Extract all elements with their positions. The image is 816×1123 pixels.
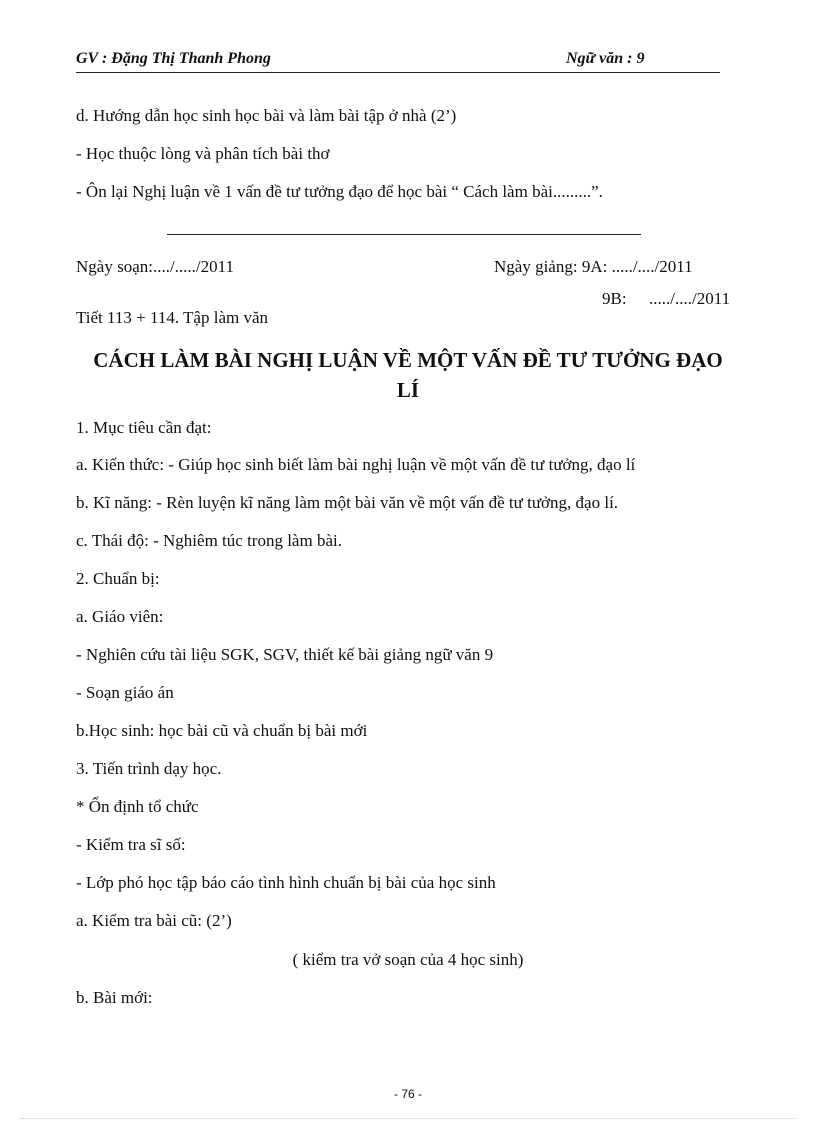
header-author: GV : Đặng Thị Thanh Phong bbox=[76, 50, 271, 67]
homework-item: - Học thuộc lòng và phân tích bài thơ bbox=[76, 144, 330, 163]
goal-attitude: c. Thái độ: - Nghiêm túc trong làm bài. bbox=[76, 531, 342, 550]
process-stabilize: * Ổn định tổ chức bbox=[76, 797, 199, 816]
header-subject: Ngữ văn : 9 bbox=[566, 50, 645, 67]
page-bottom-border bbox=[20, 1118, 796, 1119]
page-number: - 76 - bbox=[393, 1087, 422, 1101]
process-new-lesson: b. Bài mới: bbox=[76, 988, 153, 1007]
date-teach-9b-label: 9B: bbox=[602, 289, 627, 308]
prep-student: b.Học sinh: học bài cũ và chuẩn bị bài mới bbox=[76, 721, 368, 740]
date-teach-9a: Ngày giảng: 9A: ...../..../2011 bbox=[494, 257, 693, 276]
process-heading: 3. Tiến trình dạy học. bbox=[76, 759, 222, 778]
prep-teacher-item: - Soạn giáo án bbox=[76, 683, 174, 702]
goal-knowledge: a. Kiến thức: - Giúp học sinh biết làm bài nghị luận về một vấn đề tư tưởng, đạo lí bbox=[76, 455, 636, 474]
goals-heading: 1. Mục tiêu cần đạt: bbox=[76, 418, 212, 437]
lesson-title-line2: LÍ bbox=[396, 378, 420, 402]
process-old-lesson: a. Kiểm tra bài cũ: (2’) bbox=[76, 911, 232, 930]
homework-item: - Ôn lại Nghị luận về 1 vấn đề tư tưởng đạo để học bài “ Cách làm bài.........”. bbox=[76, 182, 603, 201]
lesson-period: Tiết 113 + 114. Tập làm văn bbox=[76, 308, 269, 327]
homework-heading: d. Hướng dẫn học sinh học bài và làm bài tập ở nhà (2’) bbox=[76, 106, 457, 125]
prep-teacher: a. Giáo viên: bbox=[76, 607, 164, 626]
prep-heading: 2. Chuẩn bị: bbox=[76, 569, 160, 588]
process-old-lesson-note: ( kiểm tra vở soạn của 4 học sinh) bbox=[292, 950, 524, 969]
date-prepare: Ngày soạn:..../...../2011 bbox=[76, 257, 235, 276]
lesson-title-line1: CÁCH LÀM BÀI NGHỊ LUẬN VỀ MỘT VẤN ĐỀ TƯ TƯỞNG ĐẠO bbox=[93, 348, 723, 372]
process-report: - Lớp phó học tập báo cáo tình hình chuẩn bị bài của học sinh bbox=[76, 873, 496, 892]
process-check-count: - Kiểm tra sĩ số: bbox=[76, 835, 186, 854]
date-teach-9b-value: ...../..../2011 bbox=[649, 289, 731, 308]
lesson-title bbox=[76, 345, 740, 405]
prep-teacher-item: - Nghiên cứu tài liệu SGK, SGV, thiết kế bài giảng ngữ văn 9 bbox=[76, 645, 494, 664]
page-header bbox=[76, 50, 720, 73]
goal-skill: b. Kĩ năng: - Rèn luyện kĩ năng làm một bài văn về một vấn đề tư tưởng, đạo lí. bbox=[76, 493, 619, 512]
section-divider bbox=[167, 234, 641, 235]
